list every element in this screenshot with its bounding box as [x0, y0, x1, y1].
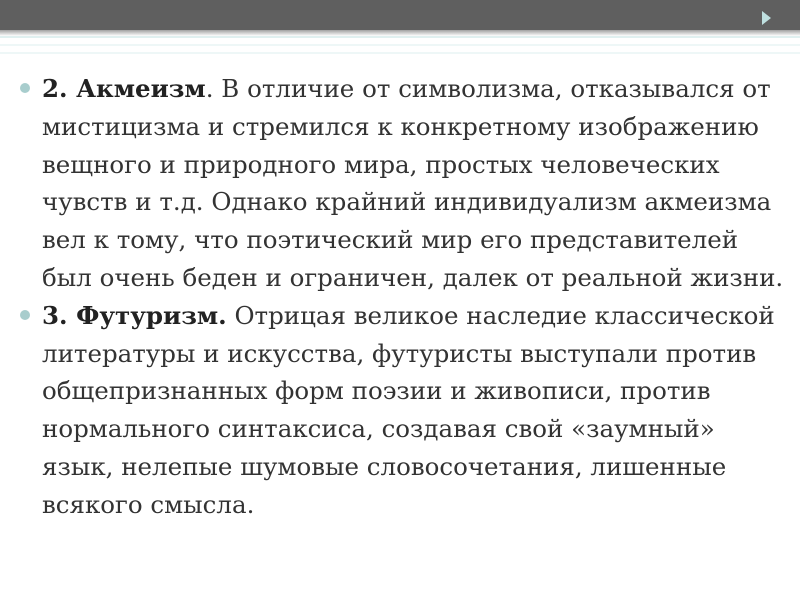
decor-line — [0, 44, 800, 46]
header-band — [0, 0, 800, 30]
bullet-item-futurism — [18, 297, 786, 524]
decor-line — [0, 36, 800, 38]
bullet-dot-icon — [20, 83, 30, 93]
description-acmeism: . В отличие от символизма, отказывался от мистицизма и стремился к конкретному изображению вещного и природного мира, простых человеческих чувств и т.д. Однако крайний индивидуализм акмеизма вел к тому, что поэтический мир его представителей был очень беден и ограничен, далек от реальной жизни. — [42, 74, 784, 292]
description-futurism: Отрицая великое наследие классической литературы и искусства, футуристы выступали против общепризнанных форм поэзии и живописи, против нормального синтаксиса, создавая свой «заумный» язык, нелепые шумовые словосочетания, лишенные всякого смысла. — [42, 300, 775, 519]
triangle-arrow-icon — [762, 11, 771, 25]
bullet-dot-icon — [20, 310, 30, 320]
decor-line — [0, 52, 800, 54]
bullet-item-acmeism — [18, 70, 786, 297]
bullet-list — [18, 70, 786, 524]
term-acmeism: 2. Акмеизм — [42, 74, 206, 103]
slide-body — [18, 70, 786, 524]
term-futurism: 3. Футуризм. — [42, 300, 227, 330]
